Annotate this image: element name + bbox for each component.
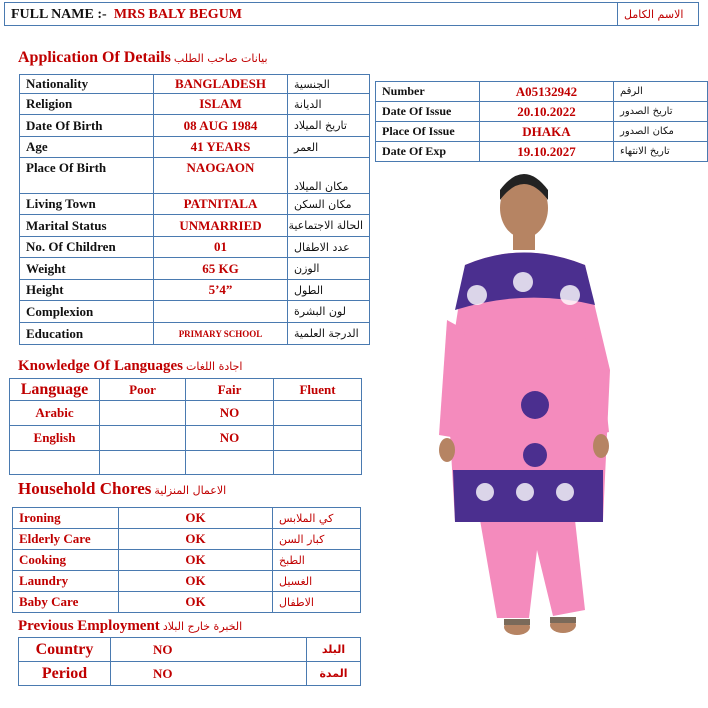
languages-title: Knowledge Of Languages اجادة اللغات [18, 358, 243, 374]
detail-label: No. Of Children [20, 237, 154, 258]
detail-row [20, 215, 370, 237]
employment-arabic: البلد [307, 638, 361, 662]
chore-row [13, 592, 361, 613]
employment-table [18, 637, 361, 686]
detail-row [20, 158, 370, 194]
detail-label: Complexion [20, 301, 154, 323]
detail-arabic: العمر [288, 137, 370, 158]
chore-row [13, 508, 361, 529]
passport-value: 19.10.2027 [480, 142, 614, 162]
language-row-empty [10, 451, 362, 475]
detail-label: Date Of Birth [20, 115, 154, 137]
chore-arabic: كي الملابس [273, 508, 361, 529]
detail-arabic: تاريخ الميلاد [288, 115, 370, 137]
detail-arabic: الديانة [288, 94, 370, 115]
language-poor [100, 401, 186, 426]
detail-value: BANGLADESH [154, 75, 288, 94]
language-fluent [274, 426, 362, 451]
language-fair: NO [186, 426, 274, 451]
detail-arabic: الحالة الاجتماعية [288, 215, 370, 237]
chore-arabic: الاطفال [273, 592, 361, 613]
languages-header-row [10, 379, 362, 401]
passport-row [376, 122, 708, 142]
chore-value: OK [119, 550, 273, 571]
chore-label: Laundry [13, 571, 119, 592]
detail-row [20, 301, 370, 323]
passport-table [375, 81, 708, 162]
application-details-table [19, 74, 370, 345]
passport-label: Number [376, 82, 480, 102]
chore-value: OK [119, 529, 273, 550]
employment-label: Period [19, 662, 111, 686]
applicant-figure [425, 170, 625, 645]
detail-value: 01 [154, 237, 288, 258]
chore-label: Elderly Care [13, 529, 119, 550]
chore-label: Cooking [13, 550, 119, 571]
detail-row [20, 280, 370, 301]
chore-value: OK [119, 571, 273, 592]
chore-arabic: الغسيل [273, 571, 361, 592]
passport-label: Place Of Issue [376, 122, 480, 142]
language-row [10, 426, 362, 451]
employment-arabic: المدة [307, 662, 361, 686]
languages-header-cell: Fair [186, 379, 274, 401]
employment-title: Previous Employment الخبرة خارج البلاد [18, 618, 243, 634]
detail-label: Nationality [20, 75, 154, 94]
language-fair: NO [186, 401, 274, 426]
detail-label: Education [20, 323, 154, 345]
empty-cell [10, 451, 100, 475]
detail-value [154, 301, 288, 323]
passport-row [376, 82, 708, 102]
detail-arabic: الدرجة العلمية [288, 323, 370, 345]
detail-row [20, 323, 370, 345]
passport-arabic: الرقم [614, 82, 708, 102]
passport-value: DHAKA [480, 122, 614, 142]
chores-title: Household Chores الاعمال المنزلية [18, 479, 227, 498]
detail-row [20, 194, 370, 215]
full-name-cell [5, 3, 618, 26]
chore-value: OK [119, 508, 273, 529]
detail-arabic: عدد الاطفال [288, 237, 370, 258]
language-row [10, 401, 362, 426]
employment-row [19, 662, 361, 686]
chore-value: OK [119, 592, 273, 613]
chore-row [13, 529, 361, 550]
passport-label: Date Of Exp [376, 142, 480, 162]
passport-value: 20.10.2022 [480, 102, 614, 122]
languages-header-cell: Language [10, 379, 100, 401]
passport-row [376, 102, 708, 122]
application-details-title: Application Of Details بيانات صاحب الطلب [18, 49, 268, 66]
detail-label: Living Town [20, 194, 154, 215]
detail-value: NAOGAON [154, 158, 288, 194]
languages-header-cell: Poor [100, 379, 186, 401]
employment-value: NO [111, 662, 307, 686]
detail-row [20, 75, 370, 94]
chore-label: Ironing [13, 508, 119, 529]
detail-value: 5’4” [154, 280, 288, 301]
full-name-value: MRS BALY BEGUM [113, 6, 243, 22]
full-name-arabic: الاسم الكامل [618, 3, 699, 26]
detail-row [20, 137, 370, 158]
detail-row [20, 115, 370, 137]
empty-cell [274, 451, 362, 475]
passport-arabic: مكان الصدور [614, 122, 708, 142]
chore-arabic: كبار السن [273, 529, 361, 550]
languages-header-cell: Fluent [274, 379, 362, 401]
chore-row [13, 571, 361, 592]
full-name-bar [4, 2, 699, 26]
detail-label: Place Of Birth [20, 158, 154, 194]
detail-arabic: لون البشرة [288, 301, 370, 323]
detail-label: Height [20, 280, 154, 301]
detail-value: ISLAM [154, 94, 288, 115]
language-name: English [10, 426, 100, 451]
detail-arabic: الوزن [288, 258, 370, 280]
detail-row [20, 258, 370, 280]
languages-table [9, 378, 362, 475]
language-poor [100, 426, 186, 451]
detail-row [20, 94, 370, 115]
detail-value: 08 AUG 1984 [154, 115, 288, 137]
detail-label: Marital Status [20, 215, 154, 237]
employment-value: NO [111, 638, 307, 662]
passport-label: Date Of Issue [376, 102, 480, 122]
detail-value: 65 KG [154, 258, 288, 280]
chore-arabic: الطبخ [273, 550, 361, 571]
detail-value: 41 YEARS [154, 137, 288, 158]
empty-cell [186, 451, 274, 475]
employment-label: Country [19, 638, 111, 662]
language-fluent [274, 401, 362, 426]
detail-value: UNMARRIED [154, 215, 288, 237]
passport-value: A05132942 [480, 82, 614, 102]
language-name: Arabic [10, 401, 100, 426]
detail-value: PRIMARY SCHOOL [154, 323, 288, 345]
empty-cell [100, 451, 186, 475]
detail-arabic: مكان السكن [288, 194, 370, 215]
employment-row [19, 638, 361, 662]
detail-row [20, 237, 370, 258]
full-name-label: FULL NAME :- [11, 6, 107, 22]
detail-label: Religion [20, 94, 154, 115]
passport-row [376, 142, 708, 162]
detail-label: Weight [20, 258, 154, 280]
chore-row [13, 550, 361, 571]
applicant-photo [425, 170, 625, 645]
passport-arabic: تاريخ الانتهاء [614, 142, 708, 162]
passport-arabic: تاريخ الصدور [614, 102, 708, 122]
detail-value: PATNITALA [154, 194, 288, 215]
detail-label: Age [20, 137, 154, 158]
chores-table [12, 507, 361, 613]
detail-arabic: مكان الميلاد [288, 158, 370, 194]
detail-arabic: الطول [288, 280, 370, 301]
detail-arabic: الجنسية [288, 75, 370, 94]
chore-label: Baby Care [13, 592, 119, 613]
